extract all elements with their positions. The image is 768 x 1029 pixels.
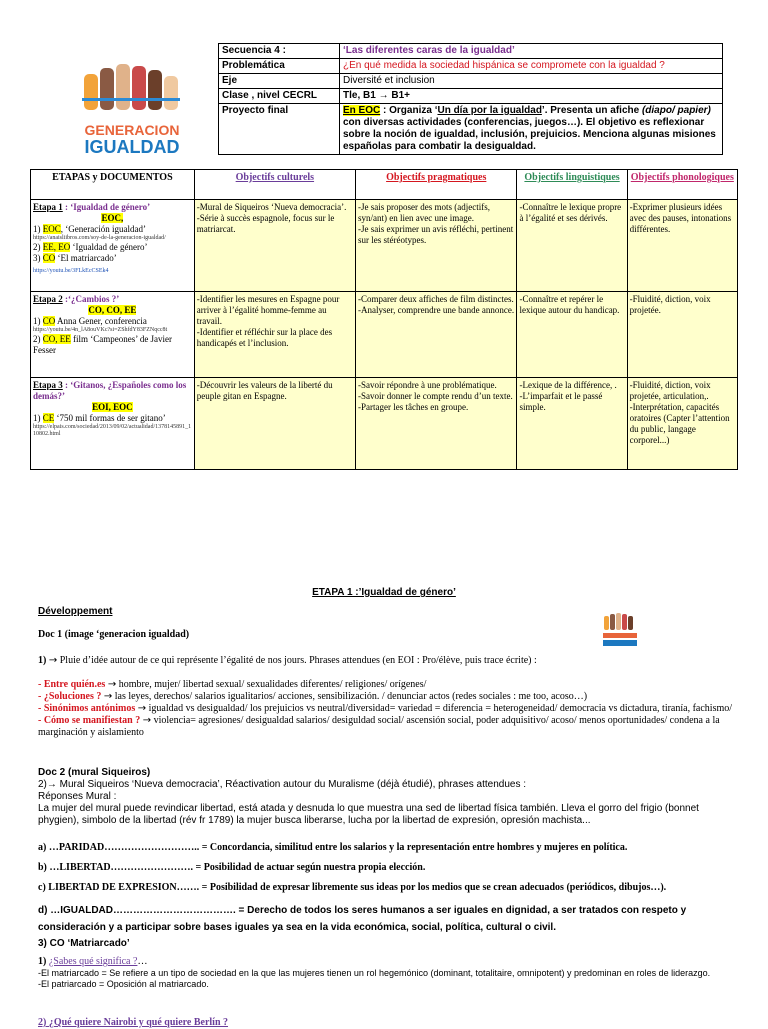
co3-block [38, 938, 738, 950]
doc2-block [38, 767, 738, 827]
item-num: 2) [33, 334, 41, 344]
header-ling: Objectifs linguistiques [517, 170, 627, 200]
stage-1-ling: -Connaître le lexique propre à l’égalité et ses dérivés. [517, 200, 627, 292]
stage-3-mode: EOI, EOC [92, 402, 133, 412]
definitions-list [38, 842, 738, 936]
q1-text: Pluie d’idée autour de ce qui représente l’égalité de nos jours. Phrases attendues (en EOI : Pro/élève, puis trace écrite) : [57, 655, 537, 666]
item-text: ‘Igualdad de género’ [70, 242, 148, 252]
item-num: 1) [33, 413, 41, 423]
q1-num: 1) [38, 655, 47, 666]
generacion-igualdad-logo [72, 60, 192, 160]
doc1-title: Doc 1 (image ‘generacion igualdad) [38, 629, 190, 640]
definition-a: a) …PARIDAD……………………….. = Concordancia, similitud entre los salarios y la representación entre hombres y mujeres en política. [38, 842, 628, 853]
doc2-line3: La mujer del mural puede revindicar libertad, está atada y desnuda lo que muestra una sed de libertad física también. Lleva el gorro del frigio (bonnet phygien), simbolo de la libertad (rév fr 1789) la mujer busca liberarse, lucha por la libertad de expresión, opresión machista... [38, 803, 699, 826]
stage-3-title: : ‘Gitanos, ¿Españoles como los demás?’ [33, 380, 187, 401]
stage-2-prag: -Comparer deux affiches de film distinctes. -Analyser, comprendre une bande annonce. [356, 292, 517, 378]
header-phon: Objectifs phonologiques [627, 170, 737, 200]
item-num: 1) [33, 316, 41, 326]
proyecto-text-c: con diversas actividades (conferencias, juegos…). El objetivo es reflexionar sobre la noción de igualdad, inclusión, prejuicios. Menciona algunas misiones españolas para combatir la desigualdad. [343, 117, 716, 152]
header-etapas: ETAPAS y DOCUMENTOS [31, 170, 195, 200]
stage-2-title: :‘¿Cambios ?’ [62, 294, 120, 304]
proyecto-key: Proyecto final [219, 104, 340, 155]
doc1-block [38, 629, 738, 641]
problematica-value: ¿En qué medida la sociedad hispánica se compromete con la igualdad ? [340, 59, 723, 74]
doc2-title: Doc 2 (mural Siqueiros) [38, 767, 151, 778]
definition-b: b) …LIBERTAD……………………. = Posibilidad de actuar según nuestra propia elección. [38, 862, 426, 873]
brainstorm-label-1: - Entre quién.es [38, 679, 106, 690]
doc2-line1: 2)→ Mural Siqueiros ‘Nueva democracia’, Réactivation autour du Muralisme (déjà étudié), phrases attendues : [38, 779, 527, 790]
patriarcado-def: -El patriarcado = Oposición al matriarcado. [38, 979, 209, 989]
brainstorm-label-4: - Cómo se manifiestan ? [38, 715, 141, 726]
item-text: ‘750 mil formas de ser gitano’ [54, 413, 166, 423]
secuencia-key: Secuencia 4 : [219, 44, 340, 59]
stage-3-label: Etapa 3 [33, 380, 63, 390]
proyecto-text-a: : Organiza ‘ [380, 105, 438, 116]
logo-line2: IGUALDAD [84, 137, 180, 157]
clase-value: Tle, B1 → B1+ [340, 89, 723, 104]
item-link[interactable]: https://elpais.com/sociedad/2013/09/02/actualidad/1378145891_110802.html [33, 424, 192, 437]
item-tag: CE [42, 413, 55, 423]
q2-text: 2) ¿Qué quiere Nairobi y qué quiere Berlín ? [38, 1017, 229, 1028]
item-text: , ‘Generación igualdad’ [60, 224, 146, 234]
stage-1-phon: -Exprimer plusieurs idées avec des pauses, intonations différentes. [627, 200, 737, 292]
stage-3-prag: -Savoir répondre à une problématique. -Savoir donner le compte rendu d’un texte. -Partager les tâches en groupe. [356, 378, 517, 470]
stage-1-prag: -Je sais proposer des mots (adjectifs, syn/ant) en lien avec une image. -Je sais exprimer un avis réfléchi, pertinent sur les stéréotypes. [356, 200, 517, 292]
item-num: 2) [33, 242, 41, 252]
matriarcado-block [38, 956, 738, 990]
definition-d: d) …IGUALDAD………………………………. = Derecho de todos los seres humanos a ser iguales en dignidad, a ser tratados con respeto y consideración y a participar sobre bases iguales ya sea en la vida económica, social, política, cultural o civil. [38, 905, 687, 933]
secuencia-value: ‘Las diferentes caras de la igualdad’ [340, 44, 723, 59]
eje-key: Eje [219, 74, 340, 89]
q2-block [38, 1017, 738, 1029]
item-num: 3) [33, 253, 41, 263]
stage-3-phon: -Fluidité, diction, voix projetée, articulation,. -Interprétation, capacités oratoires (Capter l’attention du public, langage corporel...) [627, 378, 737, 470]
stage-1-title: : ‘Igualdad de género’ [62, 202, 151, 212]
proyecto-event: Un día por la igualdad [437, 105, 542, 116]
q1b-num: 1) [38, 956, 47, 967]
clase-key: Clase , nivel CECRL [219, 89, 340, 104]
brainstorm-label-3: - Sinónimos antónimos [38, 703, 136, 714]
doc2-line2: Réponses Mural : [38, 791, 117, 802]
item-link[interactable]: https://anaisliibros.com/soy-de-la-generacion-igualdad/ [33, 235, 166, 241]
matriarcado-def: -El matriarcado = Se refiere a un tipo de sociedad en la que las mujeres tienen un rol hegemónico (dominant, totalitaire, omnipotent) y predominan en roles de liderazgo. [38, 968, 711, 978]
brainstorm-text-2: las leyes, derechos/ salarios igualitarios/ acciones, sensibilización. / denunciar actos (redes sociales : me too, acoso…) [112, 691, 588, 702]
stages-table [30, 169, 738, 470]
brainstorm-text-4: violencia= agresiones/ desigualdad salarios/ desiguldad social/ ascensión social, poder adquisitivo/ acoso/ menos oportunidades/ condena a la marginación y aislamiento [38, 715, 720, 738]
header-cult: Objectifs culturels [194, 170, 355, 200]
development-section [38, 606, 738, 618]
q1b-text: ¿Sabes qué significa ? [48, 956, 138, 967]
item-tag: CO, EE [42, 334, 71, 344]
proyecto-value [340, 104, 723, 155]
item-text: film ‘Campeones’ de Javier Fesser [33, 334, 173, 355]
stage-3-cell [31, 378, 195, 470]
item-text: ‘El matriarcado’ [55, 253, 117, 263]
item-tag: CO [42, 316, 56, 326]
co3-title: 3) CO ‘Matriarcado’ [38, 938, 130, 949]
stage-1-cell [31, 200, 195, 292]
item-num: 1) [33, 224, 41, 234]
header-prag: Objectifs pragmatiques [356, 170, 517, 200]
brainstorm-text-3: igualdad vs desigualdad/ los prejuicios vs neutral/diversidad= variedad = diferencia = heterogeneidad/ democracia vs dictadura, tiranía, fachismo/ [146, 703, 733, 714]
stage-2-cell [31, 292, 195, 378]
item-tag: CO [42, 253, 56, 263]
brainstorm-text-1: hombre, mujer/ libertad sexual/ sexualidades diferentes/ religiones/ orígenes/ [116, 679, 427, 690]
stage-1-cult: -Mural de Siqueiros ‘Nueva democracia’. -Série à succès espagnole, focus sur le matriarcat. [194, 200, 355, 292]
stage-2-cult: -Identifier les mesures en Espagne pour arriver à l’égalité homme-femme au travail. -Identifier et réfléchir sur la place des handicapés et l’inclusion. [194, 292, 355, 378]
item-tag: EE, EO [42, 242, 71, 252]
stage-2-ling: -Connaître et repérer le lexique autour du handicap. [517, 292, 627, 378]
stage-2-phon: -Fluidité, diction, voix projetée. [627, 292, 737, 378]
item-link[interactable]: https://youtu.be/3FLkEcCSEk4 [33, 268, 109, 274]
sequence-info-table [218, 43, 723, 155]
q1-block: 1) → Pluie d’idée autour de ce qui représente l’égalité de nos jours. Phrases attendues (en EOI : Pro/élève, puis trace écrite) : [38, 655, 537, 666]
dev-heading: Développement [38, 606, 113, 617]
logo-line1: GENERACION [84, 122, 180, 138]
proyecto-text-b: ’. Presenta un afiche [541, 105, 642, 116]
stage-3-cult: -Découvrir les valeurs de la liberté du peuple gitan en Espagne. [194, 378, 355, 470]
etapa-1-heading: ETAPA 1 :’Igualdad de género’ [312, 587, 456, 598]
eje-value: Diversité et inclusion [340, 74, 723, 89]
brainstorm-label-2: - ¿Soluciones ? [38, 691, 102, 702]
problematica-key: Problemática [219, 59, 340, 74]
stage-2-label: Etapa 2 [33, 294, 63, 304]
item-link[interactable]: https://youtu.be/4n_lA8ouVKc?si=ZShfdY83FZNqcc8t [33, 327, 168, 333]
stage-3-ling: -Lexique de la différence, . -L’imparfait et le passé simple. [517, 378, 627, 470]
stage-1-label: Etapa 1 [33, 202, 63, 212]
proyecto-eoc: En EOC [343, 105, 381, 116]
stage-1-mode: EOC, [101, 213, 124, 223]
q1b-rest: … [137, 956, 148, 967]
item-tag: EOC [42, 224, 61, 234]
stage-2-mode: CO, CO, EE [88, 305, 137, 315]
brainstorm-list: - Entre quién.es → hombre, mujer/ libertad sexual/ sexualidades diferentes/ religiones/ orígenes/ - ¿Soluciones ? → las leyes, derechos/ salarios igualitarios/ acciones, sensibilización. / denunciar actos (redes sociales : me too, acoso…) - Sinónimos antónimos → igualdad vs desigualdad/ los prejuicios vs neutral/diversidad= variedad = diferencia = heterogeneidad/ democracia vs dictadura, tiranía, fachismo/ - Cómo se manifiestan ? → violencia= agresiones/ desigualdad salarios/ desiguldad social/ ascensión social, poder adquisitivo/ acoso/ menos oportunidades/ condena a la marginación y aislamiento [38, 679, 733, 738]
definition-c: c) LIBERTAD DE EXPRESION……. = Posibilidad de expresar libremente sus ideas por los medios que se crean adecuados (periódicos, dibujos…). [38, 882, 667, 893]
item-text: Anna Gener, conferencia [55, 316, 147, 326]
proyecto-format: (diapo/ papier) [641, 105, 711, 116]
